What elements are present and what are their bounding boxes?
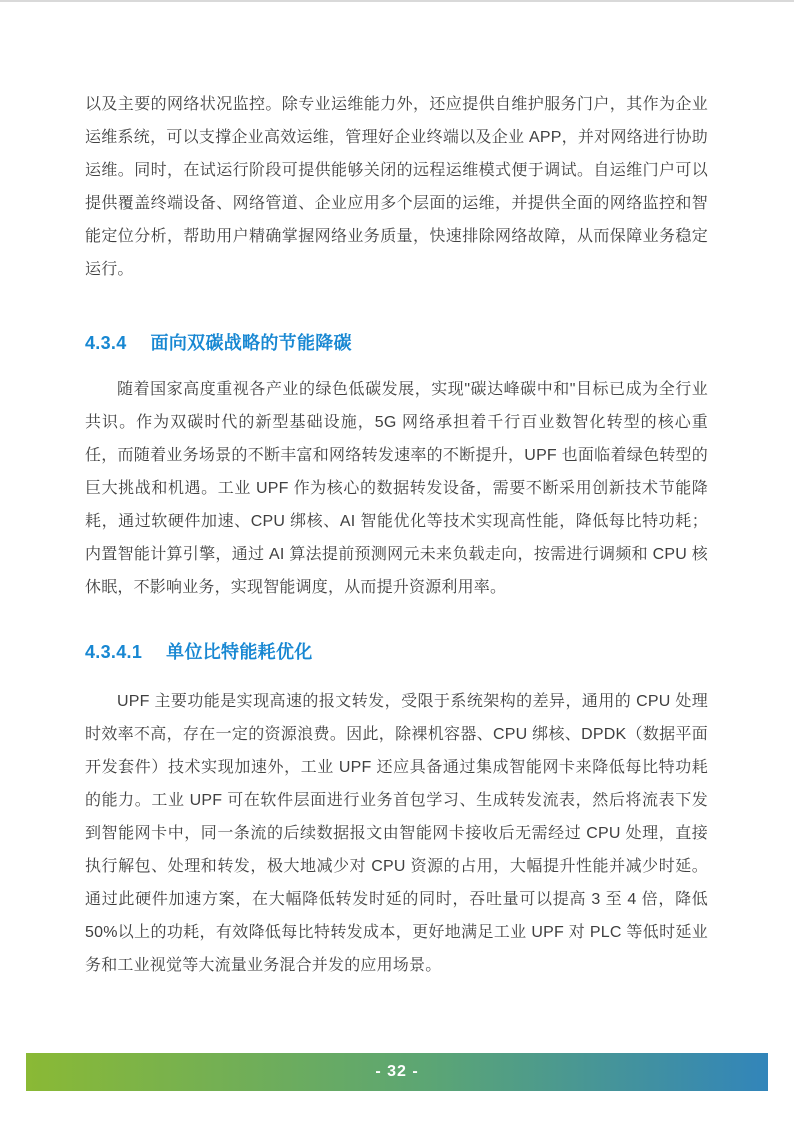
section-heading-4-3-4 [85, 330, 708, 356]
page-content [85, 2, 708, 982]
subsection-number: 4.3.4.1 [85, 642, 143, 662]
subsection-title: 单位比特能耗优化 [166, 642, 313, 662]
section-number: 4.3.4 [85, 333, 127, 353]
section-heading-4-3-4-1 [85, 639, 708, 665]
paragraph-dual-carbon: 随着国家高度重视各产业的绿色低碳发展，实现"碳达峰碳中和"目标已成为全行业共识。作为双碳时代的新型基础设施，5G 网络承担着千行百业数智化转型的核心重任，而随着业务场景的不断丰富和网络转发速率的不断提升，UPF 也面临着绿色转型的巨大挑战和机遇。工业 UPF 作为核心的数据转发设备，需要不断采用创新技术节能降耗，通过软硬件加速、CPU 绑核、AI 智能优化等技术实现高性能，降低每比特功耗；内置智能计算引擎，通过 AI 算法提前预测网元未来负载走向，按需进行调频和 CPU 核休眠，不影响业务，实现智能调度，从而提升资源利用率。 [85, 381, 708, 596]
paragraph-network-ops: 以及主要的网络状况监控。除专业运维能力外，还应提供自维护服务门户，其作为企业运维系统，可以支撑企业高效运维，管理好企业终端以及企业 APP，并对网络进行协助运维。同时，在试运行阶段可提供能够关闭的远程运维模式便于调试。自运维门户可以提供覆盖终端设备、网络管道、企业应用多个层面的运维，并提供全面的网络监控和智能定位分析，帮助用户精确掌握网络业务质量，快速排除网络故障，从而保障业务稳定运行。 [85, 96, 708, 278]
section-title: 面向双碳战略的节能降碳 [150, 333, 352, 353]
page-number: - 32 - [375, 1063, 419, 1080]
paragraph-bit-energy: UPF 主要功能是实现高速的报文转发，受限于系统架构的差异，通用的 CPU 处理时效率不高，存在一定的资源浪费。因此，除裸机容器、CPU 绑核、DPDK（数据平面开发套件）技术实现加速外，工业 UPF 还应具备通过集成智能网卡来降低每比特功耗的能力。工业 UPF 可在软件层面进行业务首包学习、生成转发流表，然后将流表下发到智能网卡中，同一条流的后续数据报文由智能网卡接收后无需经过 CPU 处理，直接执行解包、处理和转发，极大地减少对 CPU 资源的占用，大幅提升性能并减少时延。通过此硬件加速方案，在大幅降低转发时延的同时，吞吐量可以提高 3 至 4 倍，降低 50%以上的功耗，有效降低每比特转发成本，更好地满足工业 UPF 对 PLC 等低时延业务和工业视觉等大流量业务混合并发的应用场景。 [85, 693, 708, 974]
footer-gradient-bar [26, 1053, 768, 1091]
